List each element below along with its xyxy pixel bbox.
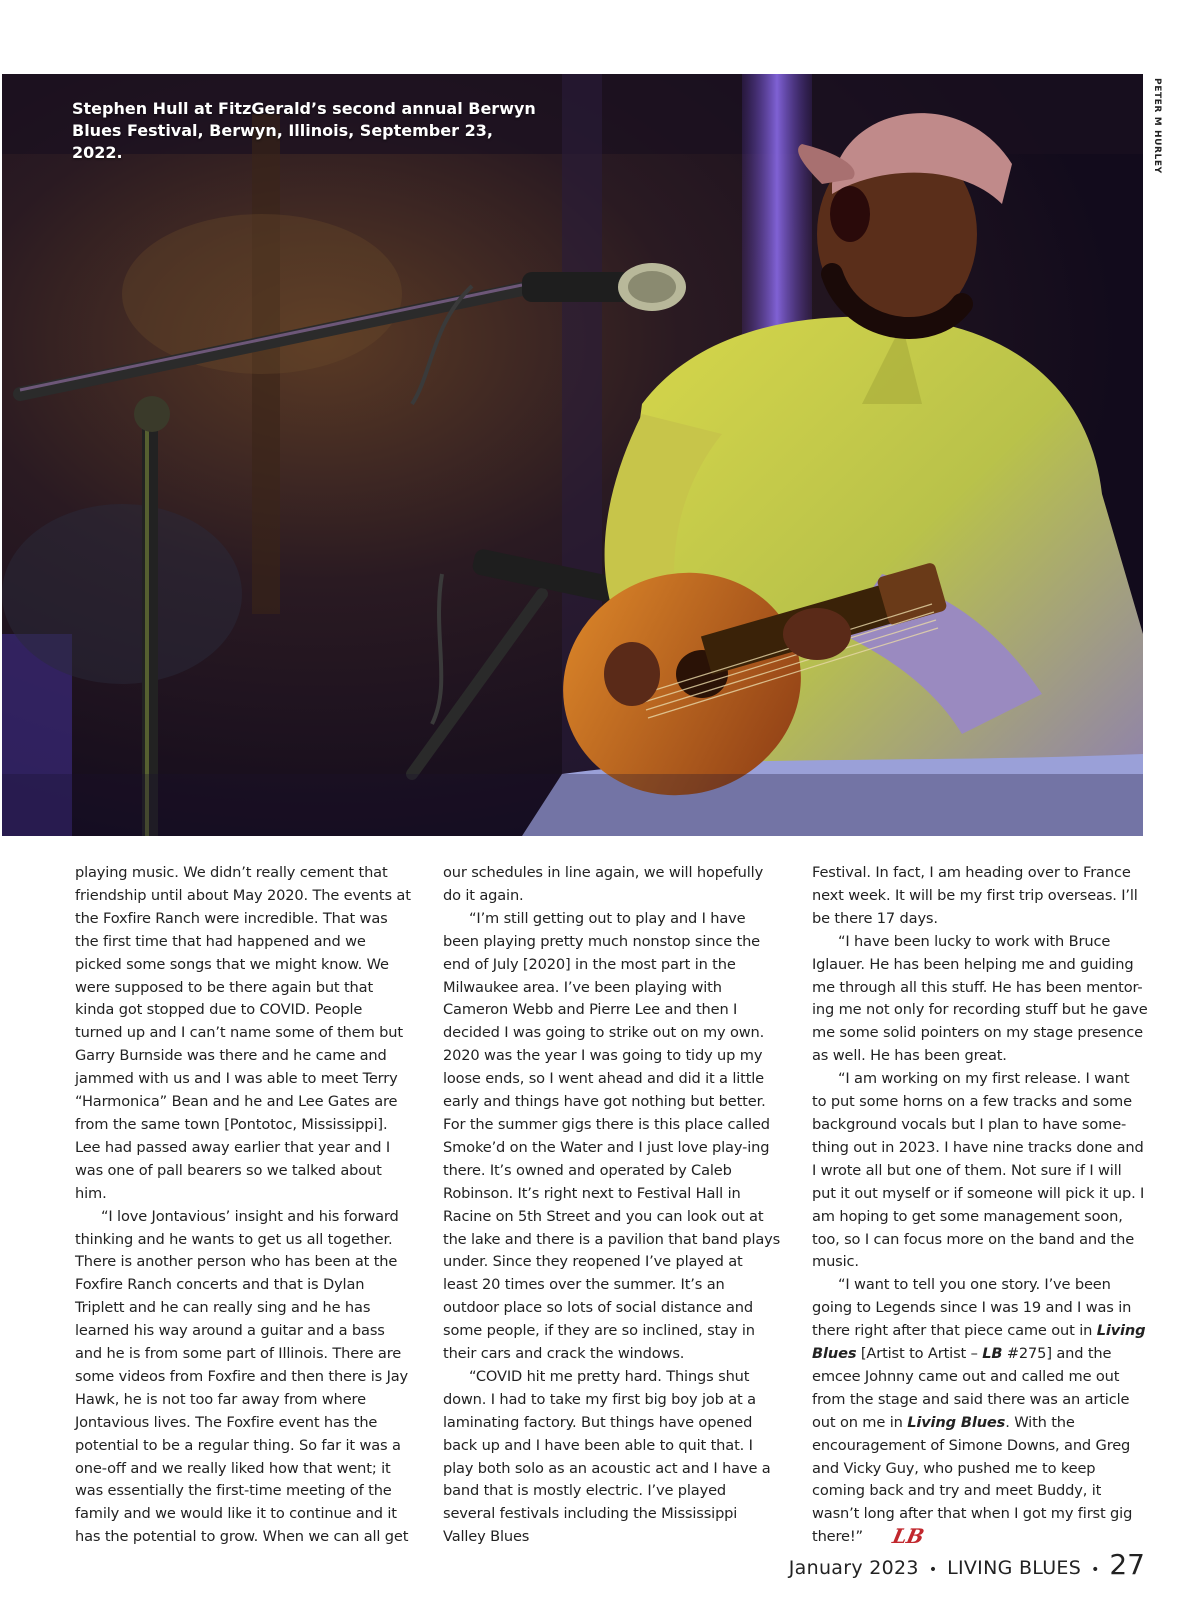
paragraph: “I have been lucky to work with Bruce Iglauer. He has been helping me and guiding me through all this stuff. He has been mentor-ing me not only for recording stuff but he gave me some solid pointers on my stage presence as well. He has been great.	[812, 932, 1148, 1065]
article-column-1	[75, 862, 413, 1549]
paragraph: our schedules in line again, we will hopefully do it again.	[443, 864, 764, 904]
paragraph-final	[812, 1274, 1148, 1549]
end-mark-logo: LB	[890, 1524, 927, 1549]
paragraph: “I am working on my first release. I want to put some horns on a few tracks and some background vocals but I plan to have some-thing out in 2023. I have nine tracks done and I wrote all but one of them. Not sure if I will put it out myself or if someone will pick it up. I am hoping to get some management soon, too, so I can focus more on the band and the music.	[812, 1070, 1145, 1271]
performer-photo	[2, 74, 1143, 836]
article-column-2	[443, 862, 781, 1549]
text-run: [Artist to Artist –	[856, 1345, 983, 1363]
issue-date: January 2023	[788, 1557, 919, 1579]
magazine-title: Living Blues	[812, 1322, 1146, 1363]
text-run: “I want to tell you one story. I’ve been going to Legends since I was 19 and I was in there right after that piece came out in	[812, 1276, 1132, 1340]
photo-caption: Stephen Hull at FitzGerald’s second annual Berwyn Blues Festival, Berwyn, Illinois, September 23, 2022.	[72, 99, 536, 162]
paragraph: Festival. In fact, I am heading over to France next week. It will be my first trip overseas. I’ll be there 17 days.	[812, 864, 1138, 927]
magazine-title: Living Blues	[907, 1413, 1006, 1431]
photo-credit: PETER M HURLEY	[1152, 78, 1162, 174]
separator-dot: •	[928, 1562, 938, 1578]
paragraph: “I’m still getting out to play and I have been playing pretty much nonstop since the end of July [2020] in the most part in the Milwaukee area. I’ve been playing with Cameron Webb and Pierre Lee and then I decided I was going to strike out on my own. 2020 was the year I was going to tidy up my loose ends, so I went ahead and did it a little early and things have got nothing but better. For the summer gigs there is this place called Smoke’d on the Water and I just love play-ing there. It’s owned and operated by Caleb Robinson. It’s right next to Festival Hall in Racine on 5th Street and you can look out at the lake and there is a pavilion that band plays under. Since they reopened I’ve played at least 20 times over the summer. It’s an outdoor place so lots of social distance and some people, if they are so inclined, stay in their cars and crack the windows.	[443, 909, 781, 1363]
page-number: 27	[1109, 1548, 1145, 1581]
magazine-abbrev: LB	[982, 1345, 1003, 1363]
article-column-3	[812, 862, 1148, 1549]
text-run: . With the encouragement of Simone Downs, and Greg and Vicky Guy, who pushed me to keep coming back and try and meet Buddy, it wasn’t long after that when I got my first gig there!”	[812, 1413, 1133, 1546]
page-footer	[789, 1548, 1145, 1584]
magazine-name: LIVING BLUES	[947, 1557, 1082, 1579]
text-run: #275] and the emcee Johnny came out and called me out from the stage and said there was an article out on me in	[812, 1345, 1130, 1431]
paragraph: playing music. We didn’t really cement that friendship until about May 2020. The events at the Foxfire Ranch were incredible. That was the first time that had happened and we picked some songs that we might know. We were supposed to be there again but that kinda got stopped due to COVID. People turned up and I can’t name some of them but Garry Burnside was there and he came and jammed with us and I was able to meet Terry “Harmonica” Bean and he and Lee Gates are from the same town [Pontotoc, Mississippi]. Lee had passed away earlier that year and I was one of pall bearers so we talked about him.	[75, 864, 411, 1202]
photo-illustration	[2, 74, 1143, 836]
paragraph: “COVID hit me pretty hard. Things shut down. I had to take my first big boy job at a laminating factory. But things have opened back up and I have been able to quit that. I play both solo as an acoustic act and I have a band that is mostly electric. I’ve played several festivals including the Mississippi Valley Blues	[443, 1367, 771, 1546]
separator-dot: •	[1091, 1562, 1100, 1578]
paragraph: “I love Jontavious’ insight and his forward thinking and he wants to get us all together. There is another person who has been at the Foxfire Ranch concerts and that is Dylan Triplett and he can really sing and he has learned his way around a guitar and a bass and he is from some part of Illinois. There are some videos from Foxfire and then there is Jay Hawk, he is not too far away from where Jontavious lives. The Foxfire event has the potential to be a regular thing. So far it was a one-off and we really liked how that went; it was essentially the first-time meeting of the family and we would like it to continue and it has the potential to grow. When we can all get	[75, 1207, 409, 1546]
